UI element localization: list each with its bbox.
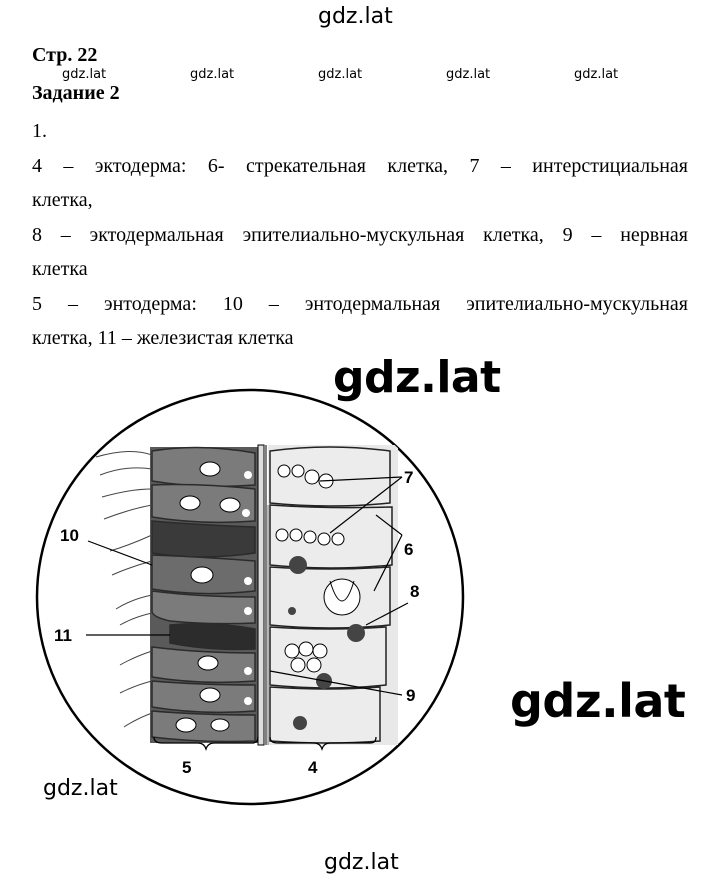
watermark-bottom: gdz.lat <box>324 850 399 875</box>
answer-line-3: 8 – эктодермальная эпителиально-мускульная клетка, 9 – нервная <box>32 223 688 246</box>
hydra-cell-layers-figure <box>30 385 470 815</box>
watermark-row-5: gdz.lat <box>574 67 619 82</box>
label-6: 6 <box>404 540 414 559</box>
answer-line-1: 4 – эктодерма: 6- стрекательная клетка, 7 – интерстициальная <box>32 154 688 177</box>
answer-line-4: клетка <box>32 258 88 280</box>
watermark-row-4: gdz.lat <box>446 67 491 82</box>
watermark-row-2: gdz.lat <box>190 67 235 82</box>
label-10: 10 <box>60 526 79 545</box>
answer-line-2: клетка, <box>32 189 93 211</box>
tissue-drawing <box>96 445 398 745</box>
label-4: 4 <box>308 758 318 777</box>
page-reference: Стр. 22 <box>32 44 98 66</box>
label-11: 11 <box>54 626 72 645</box>
watermark-large-middle: gdz.lat <box>333 352 501 403</box>
watermark-left: gdz.lat <box>43 776 118 801</box>
label-8: 8 <box>410 582 420 601</box>
watermark-row-3: gdz.lat <box>318 67 363 82</box>
item-number: 1. <box>32 120 47 142</box>
watermark-top: gdz.lat <box>318 4 393 29</box>
answer-line-5: 5 – энтодерма: 10 – энтодермальная эпителиально-мускульная <box>32 292 688 315</box>
task-title: Задание 2 <box>32 82 120 104</box>
label-5: 5 <box>182 758 192 777</box>
answer-text <box>32 114 688 356</box>
watermark-large-right: gdz.lat <box>510 674 686 728</box>
label-7: 7 <box>404 468 414 487</box>
label-9: 9 <box>406 686 416 705</box>
answer-line-6: клетка, 11 – железистая клетка <box>32 327 294 349</box>
watermark-row-1: gdz.lat <box>62 67 107 82</box>
